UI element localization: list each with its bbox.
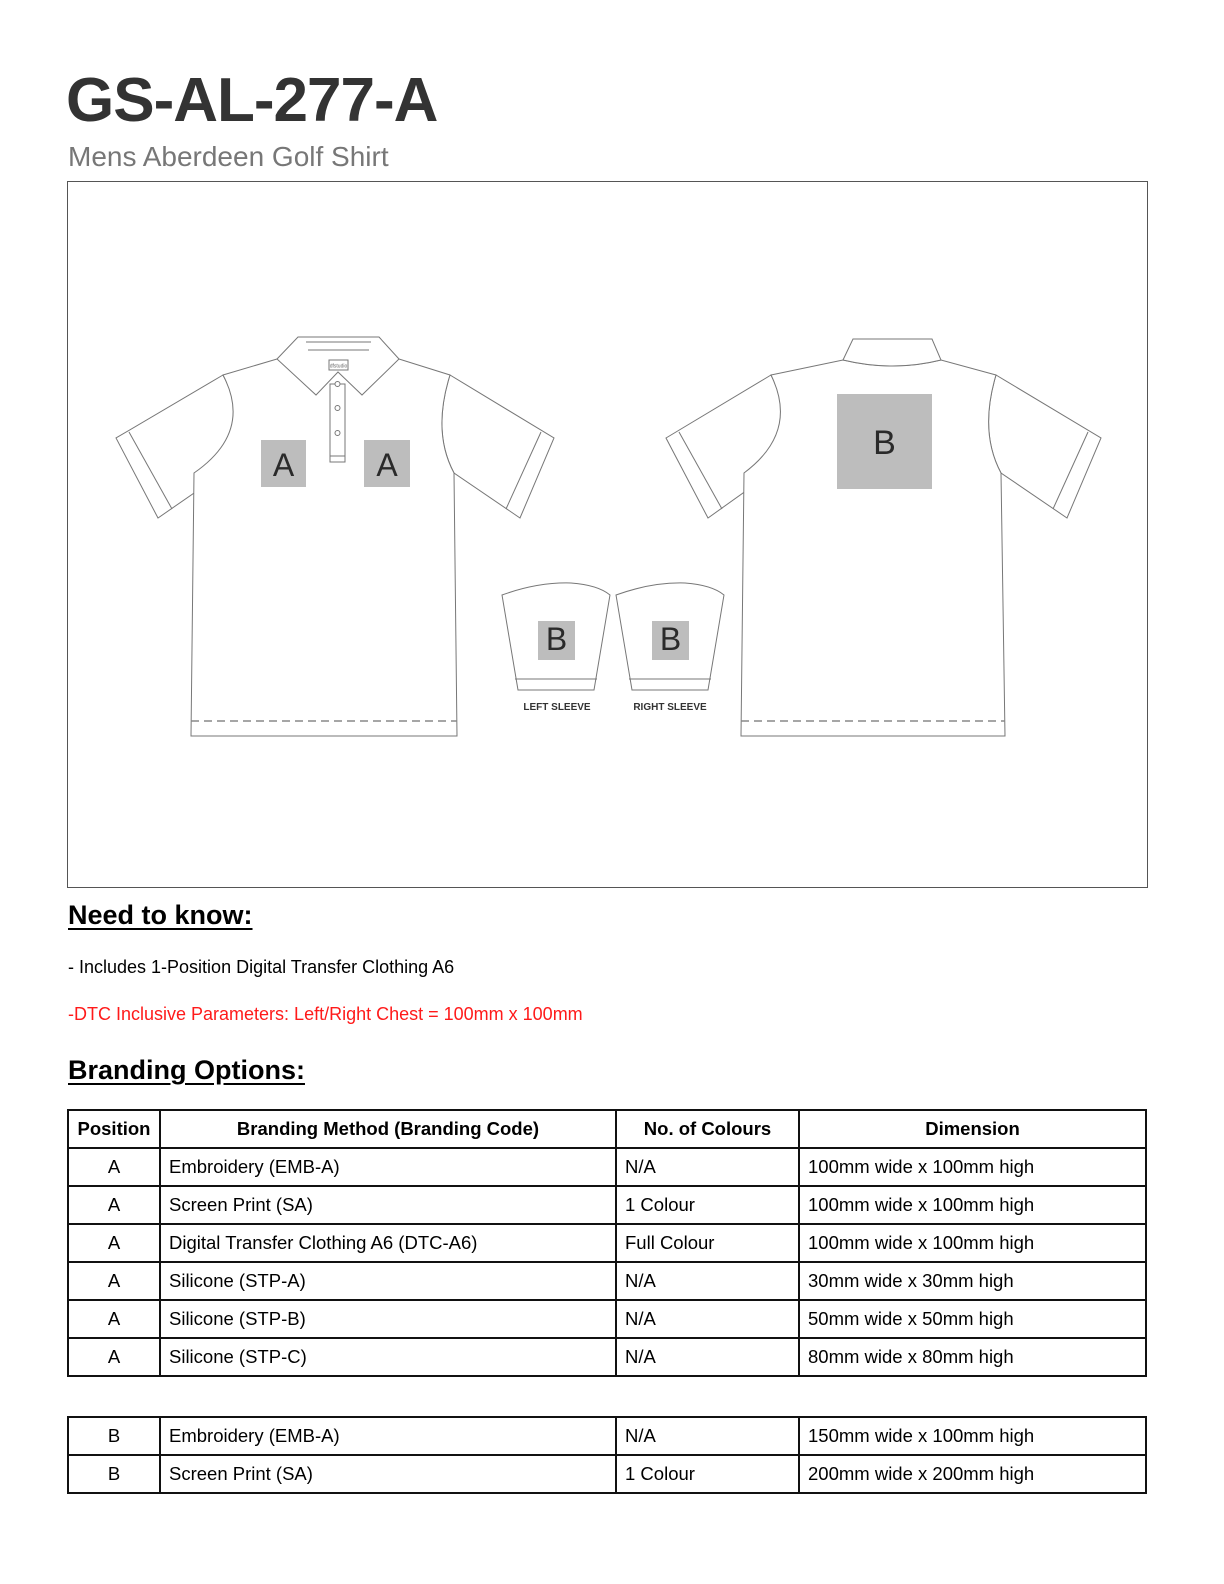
cell-colours: 1 Colour [616,1455,799,1493]
col-colours: No. of Colours [616,1110,799,1148]
cell-position: A [68,1186,160,1224]
front-shirt [116,282,554,736]
cell-method: Digital Transfer Clothing A6 (DTC-A6) [160,1224,616,1262]
right-sleeve-caption: RIGHT SLEEVE [633,702,707,713]
cell-method: Screen Print (SA) [160,1186,616,1224]
cell-colours: N/A [616,1262,799,1300]
cell-method: Silicone (STP-C) [160,1338,616,1376]
cell-colours: Full Colour [616,1224,799,1262]
cell-position: A [68,1300,160,1338]
cell-dimension: 100mm wide x 100mm high [799,1148,1146,1186]
garment-illustration [68,182,1149,889]
cell-position: A [68,1224,160,1262]
cell-dimension: 80mm wide x 80mm high [799,1338,1146,1376]
table-row [68,1224,1146,1262]
cell-dimension: 50mm wide x 50mm high [799,1300,1146,1338]
cell-position: B [68,1455,160,1493]
branding-options-heading: Branding Options: [68,1055,305,1085]
cell-dimension: 100mm wide x 100mm high [799,1186,1146,1224]
col-position: Position [68,1110,160,1148]
cell-dimension: 30mm wide x 30mm high [799,1262,1146,1300]
note-dtc-parameters: -DTC Inclusive Parameters: Left/Right Chest = 100mm x 100mm [68,1004,583,1024]
cell-colours: N/A [616,1148,799,1186]
table-row [68,1262,1146,1300]
cell-colours: N/A [616,1338,799,1376]
branding-table-position-a [67,1109,1147,1377]
cell-position: A [68,1262,160,1300]
branding-table-position-b [67,1416,1147,1494]
cell-colours: N/A [616,1300,799,1338]
neck-label: dfstudio [329,363,348,370]
cell-position: A [68,1338,160,1376]
product-name: Mens Aberdeen Golf Shirt [68,141,389,172]
cell-method: Silicone (STP-A) [160,1262,616,1300]
zone-a-left-label: A [272,447,295,483]
table-row [68,1148,1146,1186]
cell-method: Embroidery (EMB-A) [160,1417,616,1455]
cell-position: B [68,1417,160,1455]
zone-b-right-sleeve-label: B [659,621,682,657]
cell-colours: 1 Colour [616,1186,799,1224]
cell-method: Embroidery (EMB-A) [160,1148,616,1186]
zone-b-left-sleeve-label: B [545,621,568,657]
cell-dimension: 100mm wide x 100mm high [799,1224,1146,1262]
note-includes: - Includes 1-Position Digital Transfer Clothing A6 [68,957,455,977]
cell-dimension: 150mm wide x 100mm high [799,1417,1146,1455]
table-row [68,1417,1146,1455]
table-row [68,1186,1146,1224]
table-row [68,1338,1146,1376]
zone-b-back-label: B [873,424,896,462]
left-sleeve-caption: LEFT SLEEVE [523,702,591,713]
col-method: Branding Method (Branding Code) [160,1110,616,1148]
cell-method: Silicone (STP-B) [160,1300,616,1338]
table-header-row [68,1110,1146,1148]
table-row [68,1300,1146,1338]
table-row [68,1455,1146,1493]
garment-diagram [67,181,1148,888]
cell-position: A [68,1148,160,1186]
need-to-know-heading: Need to know: [68,900,253,930]
zone-a-right-label: A [376,447,398,483]
col-dimension: Dimension [799,1110,1146,1148]
product-code: GS-AL-277-A [66,66,438,135]
cell-dimension: 200mm wide x 200mm high [799,1455,1146,1493]
cell-method: Screen Print (SA) [160,1455,616,1493]
cell-colours: N/A [616,1417,799,1455]
